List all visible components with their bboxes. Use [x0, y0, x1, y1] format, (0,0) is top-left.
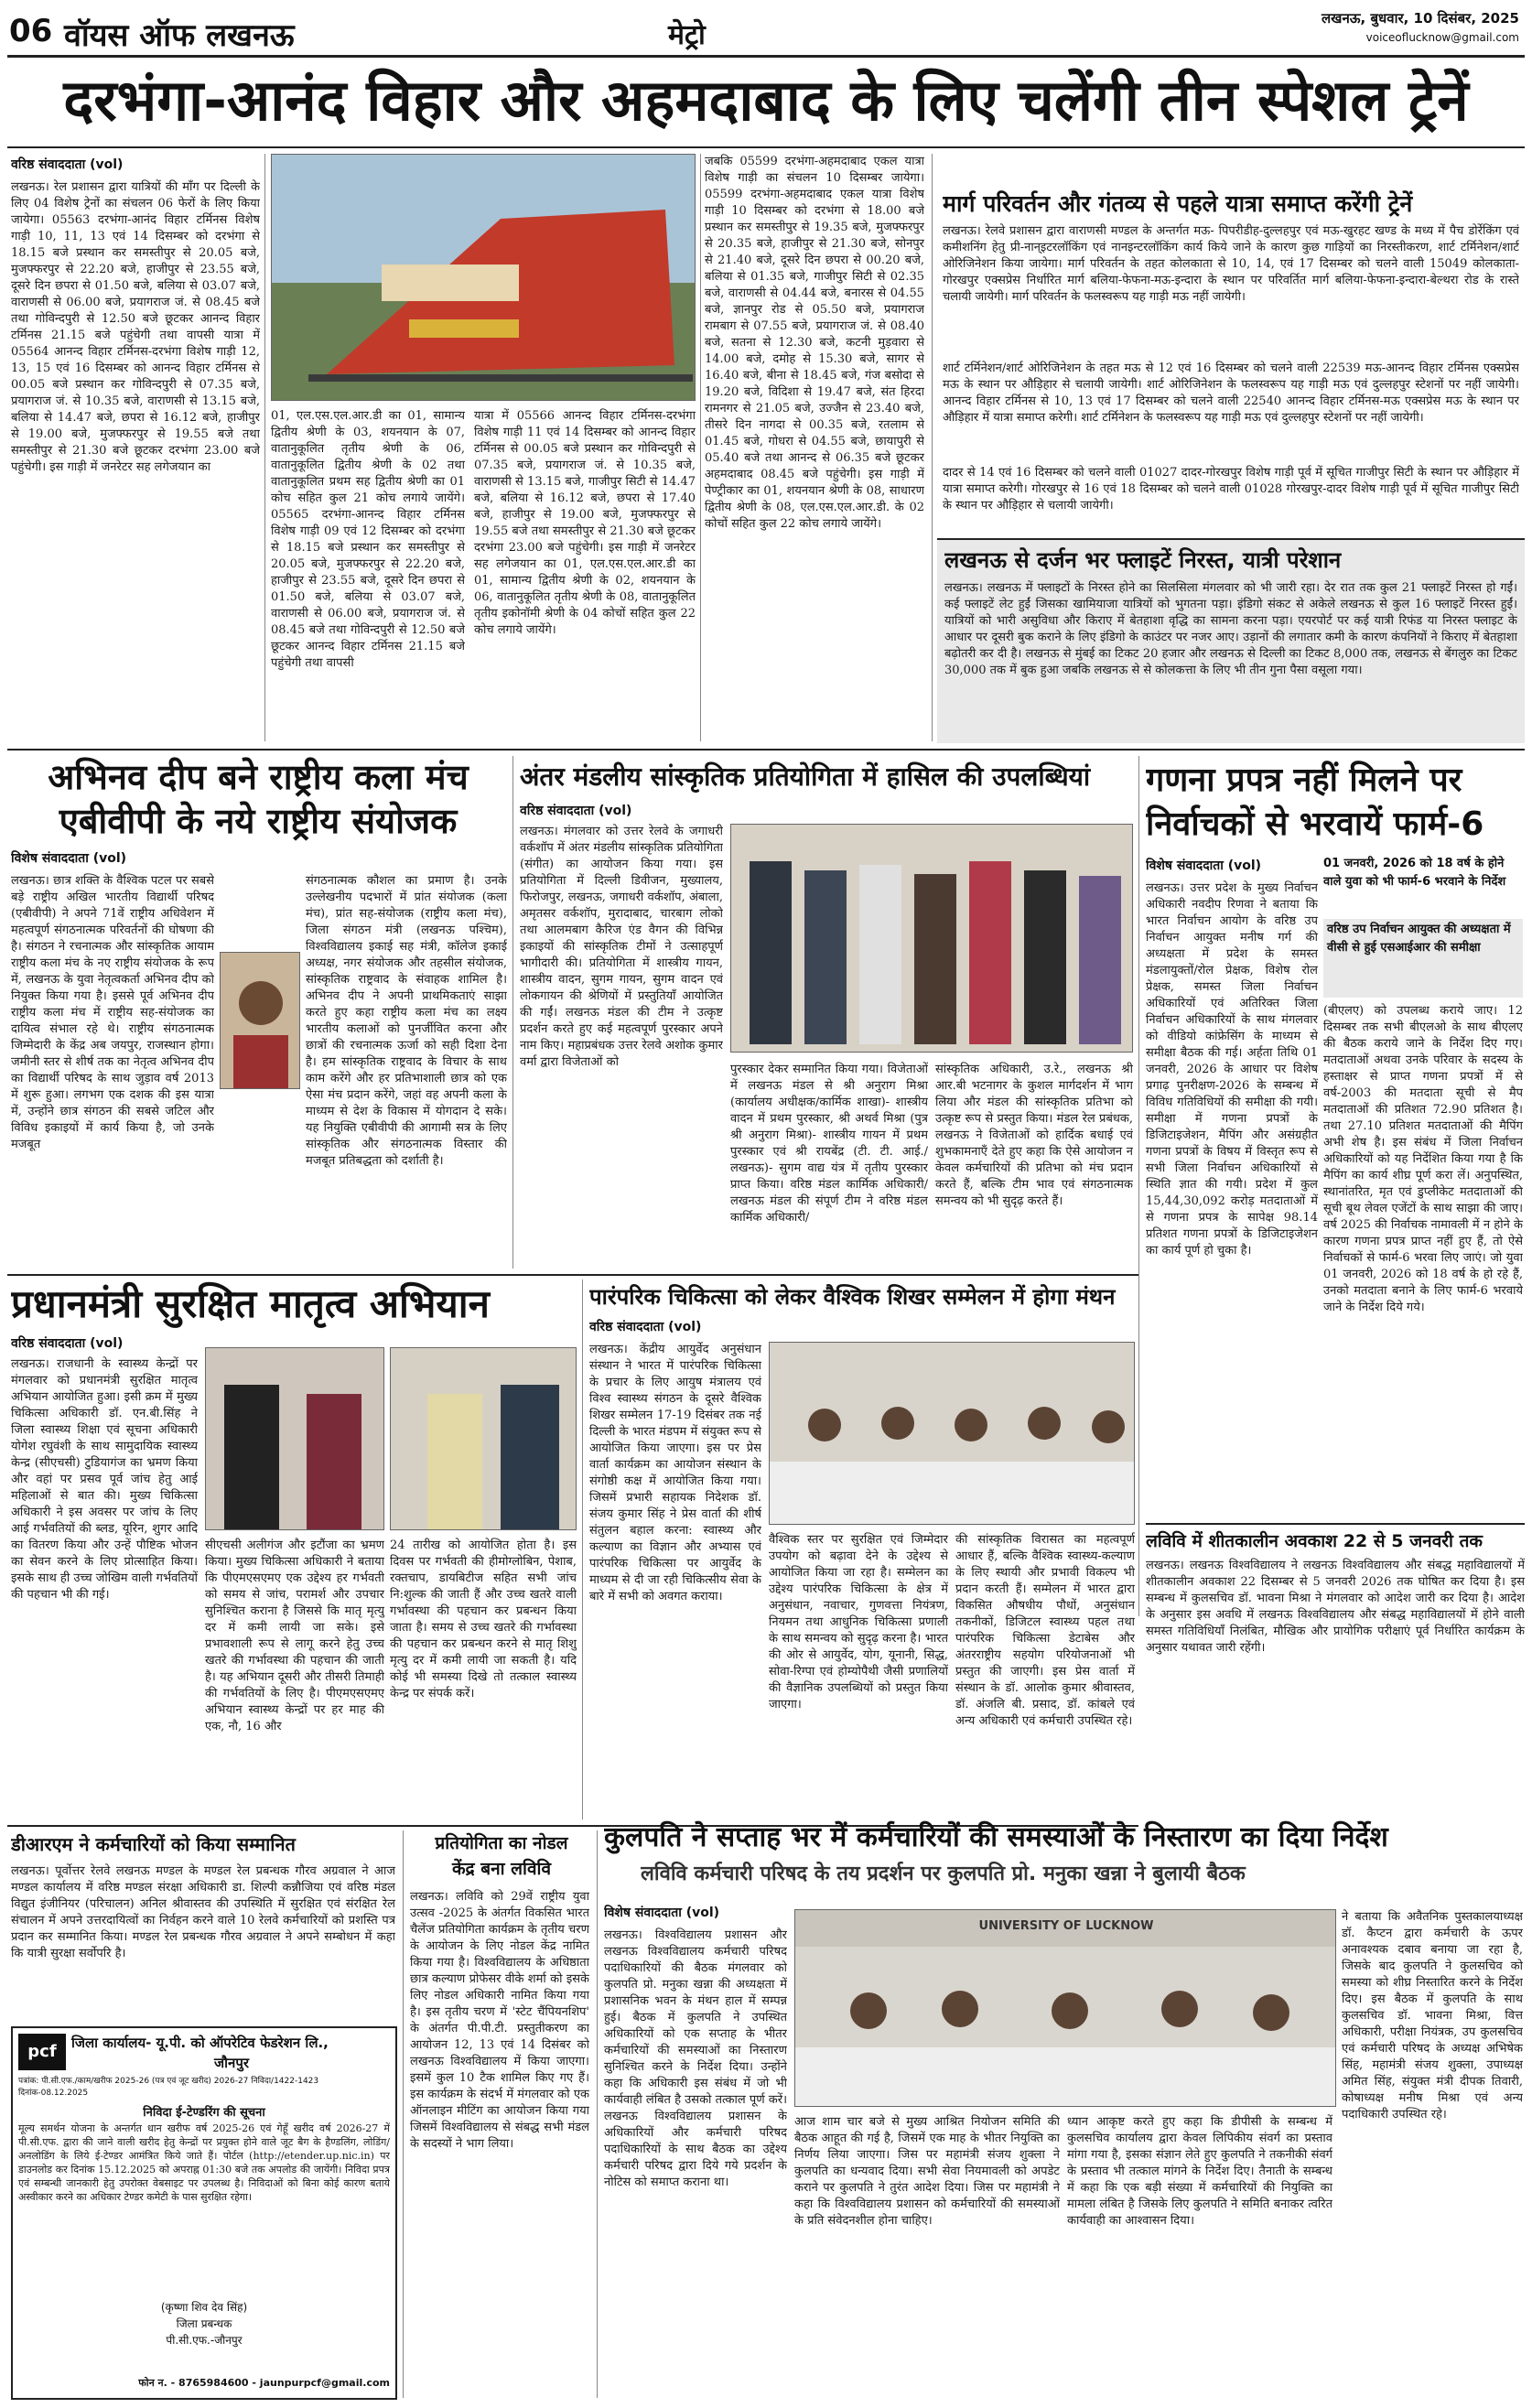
pmsma-byline: वरिष्ठ संवाददाता (vol): [11, 1336, 124, 1351]
flights-box: [937, 538, 1525, 743]
ad-logo: pcf: [18, 2034, 66, 2070]
abvp-portrait: [220, 952, 300, 1089]
census-col1: लखनऊ। उत्तर प्रदेश के मुख्य निर्वाचन अधिकारी नवदीप रिणवा ने बताया कि भारत निर्वाचन आयोग के वरिष्ठ उप निर्वाचन आयुक्त मनीष गर्ग की अध्यक्षता में प्रदेश के समस्त मंडलायुक्तों/रोल प्रेक्षक, विशेष रोल प्रेक्षक, समस्त जिला निर्वाचन अधिकारियों एवं अतिरिक्त जिला निर्वाचन अधिकारियों के साथ मंगलवार को वीडियो कांफ्रेसिंग के माध्यम से समीक्षा बैठक की गई। अर्हता तिथि 01 जनवरी, 2026 के आधार पर विशेष प्रगाढ़ पुनरीक्षण-2026 के सम्बन्ध में विविध गतिविधियों की समीक्षा की गयी। समीक्षा में गणना प्रपत्रों के डिजिटाइजेशन, मैपिंग और असंग्रहीत गणना प्रपत्रों के विषय में विस्तृत रूप से सभी जिला निर्वाचन अधिकारियों से स्थिति ज्ञात की गयी। प्रदेश में कुल 15,44,30,092 करोड़ मतदाताओं में से गणना प्रपत्र के सापेक्ष 98.14 प्रतिशत गणना प्रपत्रों के डिजिटाइजेशन का कार्य पूर्ण हो चुका है।: [1146, 881, 1318, 1258]
cultural-col2: पुरस्कार देकर सम्मानित किया गया। विजेताओं में लखनऊ मंडल से श्री अनुराग मिश्रा (कार्यालय अधीक्षक/कार्मिक शाखा)- शास्त्रीय वादन में प्रथम पुरस्कार, श्री अथर्व मिश्रा (पुत्र श्री अनुराग मिश्रा)- शास्त्रीय गायन में प्रथम पुरस्कार एवं श्री रायबेंद्र (टी. टी. आई./लखनऊ)- सुगम वाद्य यंत्र में तृतीय पुरस्कार प्राप्त किया। वरिष्ठ मंडल कार्मिक अधिकारी/लखनऊ मंडल की संपूर्ण टीम ने वरिष्ठ मंडल कार्मिक अधिकारी/: [730, 1063, 928, 1225]
pmsma-col3: 24 तारीख को आयोजित होता है। इस दिवस पर गर्भवती की हीमोग्लोबिन, पेशाब, रक्तचाप, डायबिटीज सहित सभी जांच नि:शुल्क की जाती हैं और उच्च खतरे वाली गर्भावस्था की पहचान कर प्रबन्धन किया जाता है। समय से उच्च खतरे की गर्भावस्था की पहचान कर प्रबन्धन करने से मातृ शिशु मृत्यु दर में कमी लायी जा सकती है। यदि कोई भी समस्या दिखे तो तत्काल स्वास्थ्य केन्द्र पर संपर्क करें।: [390, 1539, 577, 1701]
section-rule: [7, 749, 1525, 750]
lead-col4: जबकि 05599 दरभंगा-अहमदाबाद एकल यात्रा विशेष गाड़ी का संचलन 10 दिसम्बर जायेगा। 05599 दरभंगा-अहमदाबाद एकल यात्रा विशेष गाड़ी 10 दिसम्बर को दरभंगा से 18.00 बजे प्रस्थान कर समस्तीपुर से 19.35 बजे, मुजफ्फरपुर से 20.35 बजे, हाजीपुर से 21.30 बजे, सोनपुर से 21.40 बजे, दूसरे दिन छपरा से 00.20 बजे, बलिया से 01.35 बजे, गाजीपुर सिटी से 02.35 बजे, वाराणसी से 04.44 बजे, बनारस से 04.55 बजे, ज्ञानपुर रोड से 05.50 बजे, प्रयागराज रामबाग से 07.55 बजे, प्रयागराज जं. से 08.40 बजे, सतना से 12.30 बजे, कटनी मुड़वारा से 14.00 बजे, दमोह से 15.30 बजे, सागर से 16.40 बजे, बीना से 18.45 बजे, गंज बसोदा से 19.20 बजे, विदिशा से 19.47 बजे, संत हिरदा रामनगर से 21.05 बजे, उज्जैन से 23.40 बजे, तीसरे दिन नागदा से 00.35 बजे, रतलाम से 01.45 बजे, गोधरा से 04.55 बजे, छायापुरी से 05.40 बजे तथा आनन्द से 06.35 बजे छूटकर अहमदाबाद 08.45 बजे पहुंचेगी। इस गाड़ी में पेण्ट्रीकार का 01, शयनयान श्रेणी के 08, साधारण द्वितीय श्रेणी के 08, एल.एस.एल.आर.डी. के 02 कोचों सहित कुल 22 कोच लगाये जायेंगे।: [705, 155, 924, 531]
ayurveda-col1: लखनऊ। केंद्रीय आयुर्वेद अनुसंधान संस्थान ने भारत में पारंपरिक चिकित्सा के प्रचार के लिए आयुष मंत्रालय एवं विश्व स्वास्थ्य संगठन के दूसरे वैश्विक शिखर सम्मेलन 17-19 दिसंबर तक नई दिल्ली के भारत मंडपम में संयुक्त रूप से आयोजित किया जाएगा। इस पर प्रेस वार्ता कार्यक्रम का आयोजन संस्थान के संगोष्ठी कक्ष में आयोजित किया गया। जिसमें प्रभारी सहायक निदेशक डॉ. संजय कुमार सिंह ने प्रेस वार्ता की शीर्ष संतुलन बहाल करना: स्वास्थ्य और कल्याण का विज्ञान और अभ्यास एवं पारंपरिक चिकित्सा पर आयुर्वेद के माध्यम से दी जा रही चिकित्सीय सेवा के बारे में सभी को अवगत कराया।: [589, 1343, 761, 1604]
cultural-headline: अंतर मंडलीय सांस्कृतिक प्रतियोगिता में हासिल की उपलब्धियां: [520, 761, 1091, 792]
col-divider: [700, 154, 701, 741]
ad-ref: पत्रांक: पी.सी.एफ./काम/खरीफ 2025-26 (पत्र एवं जूट खरीद) 2026-27 निविदा/1422-1423 दिनांक-08.12.2025: [18, 2077, 319, 2098]
route-bullet-2: दादर से 14 एवं 16 दिसम्बर को चलने वाली 01027 दादर-गोरखपुर विशेष गाड़ी पूर्व में सूचित गाजीपुर सिटी के स्थान पर औड़िहार में यात्रा समाप्त करेगी। गोरखपुर से 16 एवं 18 दिसम्बर को चलने वाली 01028 गोरखपुर-दादर विशेष गाड़ी पूर्व में सूचित गाजीपुर सिटी के स्थान पर औड़िहार से चलायी जायेगी।: [943, 466, 1519, 513]
census-col2: (बीएलए) को उपलब्ध कराये जाए। 12 दिसम्बर तक सभी बीएलओ के साथ बीएलए की बैठक कराये जाने के निर्देश दिए गए। मतदाताओं अथवा उनके परिवार के सदस्य के हस्ताक्षर से प्राप्त गणना प्रपत्रों में से वर्ष-2003 की मतदाता सूची से मैप मतदाताओं की प्रतिशत 72.90 प्रतिशत है। तथा 27.10 प्रतिशत मतदाताओं की मैपिंग अभी शेष है। इस संबंध में जिला निर्वाचन अधिकारियों को यह निर्देशित किया गया है कि मैपिंग का कार्य शीघ्र पूर्ण करा लें। अनुपस्थित, स्थानांतरित, मृत एवं डुप्लीकेट मतदाताओं की सूची बूथ लेवल एजेंटों के साथ साझा की जाए। वर्ष 2025 की निर्वाचक नामावली में न होने के कारण गणना प्रपत्र प्राप्त नहीं हुए हैं, तो ऐसे निर्वाचकों से फार्म-6 भरवा लिए जाएं। जो युवा 01 जनवरी, 2026 को 18 वर्ष के हो रहे हैं, उनको मतदाता बनाने के लिए फार्म-6 भरवाये जाने के निर्देश दिये गये।: [1323, 1004, 1523, 1314]
col-divider: [1138, 756, 1139, 1616]
holiday-body: लखनऊ। लखनऊ विश्वविद्यालय ने लखनऊ विश्वविद्यालय और संबद्ध महाविद्यालयों में शीतकालीन अवकाश 22 दिसम्बर से 5 जनवरी 2026 तक घोषित कर दिया है। इस सम्बन्ध में कुलसचिव डॉ. भावना मिश्रा ने मंगलवार को आदेश जारी कर दिया है। आदेश के अनुसार इस अवधि में लखनऊ विश्वविद्यालय और संबद्ध महाविद्यालयों में होने वाली समस्त गतिविधियाँ निलंबित, मौखिक और प्रायोगिक परीक्षाएं पूर्व निर्धारित कार्यक्रम के अनुसार यथावत जारी रहेंगी।: [1146, 1559, 1525, 1655]
abvp-col1: लखनऊ। छात्र शक्ति के वैश्विक पटल पर सबसे बड़े राष्ट्रीय अखिल भारतीय विद्यार्थी परिषद (एबीवीपी) ने अपने 71वें राष्ट्रीय अधिवेशन में महत्वपूर्ण संगठनात्मक परिवर्तनों की घोषणा की है। संगठन ने रचनात्मक और सांस्कृतिक आयाम राष्ट्रीय कला मंच के नए राष्ट्रीय संयोजक के रूप में, लखनऊ के युवा नेतृत्वकर्ता अभिनव दीप को नियुक्त किया गया है। इससे पूर्व अभिनव दीप राष्ट्रीय कला मंच में राष्ट्रीय सह-संयोजक का दायित्व संभाल रहे थे। राष्ट्रीय संगठनात्मक जिम्मेदारी के केंद्र अब जयपुर, राजस्थान होगा। जमीनी स्तर से शीर्ष तक का नेतृत्व अभिनव दीप का विद्यार्थी परिषद के साथ जुड़ाव वर्ष 2013 में शुरू हुआ। लगभग एक दशक की इस यात्रा में, उन्होंने छात्र संगठन की सबसे जटिल और विविध इकाइयों में कार्य किया है, जो उनके मजबूत: [11, 874, 214, 1151]
pmsma-headline: प्रधानमंत्री सुरक्षित मातृत्व अभियान: [11, 1281, 490, 1326]
tender-ad: [11, 2026, 397, 2400]
dateline: लखनऊ, बुधवार, 10 दिसंबर, 2025: [1322, 10, 1519, 27]
lead-col2: 01, एल.एस.एल.आर.डी का 01, सामान्य द्वितीय श्रेणी के 03, शयनयान के 07, वातानुकूलित तृतीय श्रेणी के 06, वातानुकूलित द्वितीय श्रेणी के 02 तथा वातानुकूलित प्रथम सह द्वितीय श्रेणी का 01 कोच सहित कुल 21 कोच लगाये जायेंगे। 05565 दरभंगा-आनन्द विहार टर्मिनस विशेष गाड़ी 09 एवं 12 दिसम्बर को दरभंगा से 18.15 बजे प्रस्थान कर समस्तीपुर से 20.05 बजे, मुजफ्फरपुर से 22.20 बजे, हाजीपुर से 23.55 बजे, दूसरे दिन छपरा से 01.50 बजे, बलिया से 03.07 बजे, वाराणसी से 06.00 बजे, प्रयागराज जं. से 08.45 बजे तथा गोविन्दपुरी से 12.50 बजे छूटकर आनन्द विहार टर्मिनस 21.15 बजे पहुंचेगी तथा वापसी: [271, 409, 465, 670]
route-body: लखनऊ। रेलवे प्रशासन द्वारा वाराणसी मण्डल के अन्तर्गत मऊ- पिपरीडीह-दुल्लहपुर एवं मऊ-खुरहट खण्ड के मध्य में पैच डोर्रेकिंग एवं कमीशनिंग हेतु प्री-नान्इटरलॉकिंग एवं नानइन्टरलॉकिंग कार्य किये जाने के कारण कुछ गाड़ियों का निरस्तीकरण, शार्ट टर्मिनेशन/शार्ट ओरिजिनेशन किया जायेगा। मार्ग परिवर्तन के तहत कोलकाता से 10, 14, एवं 17 दिसम्बर को चलने वाली 15049 कोलकाता-गोरखपुर एक्सप्रेस निर्धारित मार्ग बलिया-फेफना-मऊ-इन्दारा के स्थान पर परिवर्तित मार्ग बलिया-फेफना-इन्दारा-बेल्थरा रोड के रास्ते चलायी जायेगी। मार्ग परिवर्तन के फलस्वरूप यह गाड़ी मऊ नहीं जायेगी।: [943, 224, 1519, 304]
census-byline: विशेष संवाददाता (vol): [1146, 858, 1262, 873]
abvp-headline-2: एबीवीपी के नये राष्ट्रीय संयोजक: [59, 801, 458, 841]
col-divider: [582, 1280, 583, 1819]
ayurveda-col3: की सांस्कृतिक विरासत का महत्वपूर्ण आधार हैं, बल्कि वैश्विक स्वास्थ्य-कल्याण के लिए स्थायी और प्रभावी विकल्प भी प्रदान करती हैं। सम्मेलन में भारत द्वारा विकसित औषधीय पौधों, अनुसंधान तकनीकों, डिजिटल स्वास्थ्य पहल तथा पारंपरिक चिकित्सा डेटाबेस और अंतरराष्ट्रीय सहयोग परियोजनाओं भी प्रस्तुत की जाएगी। इस प्रेस वार्ता में संस्थान के डॉ. आलोक कुमार श्रीवास्तव, डॉ. अंजलि बी. प्रसाद, डॉ. कांबले एवं अन्य अधिकारी एवं कर्मचारी उपस्थित रहे।: [955, 1533, 1135, 1728]
vc-col3: ध्यान आकृष्ट करते हुए कहा कि डीपीसी के सम्बन्ध में कुलसचिव कार्यालय द्वारा केवल लिपिकीय संवर्ग का प्रस्ताव मांगा गया है, इसका संज्ञान लेते हुए कुलपति ने तकनीकी संवर्ग के प्रस्ताव भी तत्काल मांगने के निर्देश दिए। तैनाती के सम्बन्ध में कहा कि एक बड़ी संख्या में कर्मचारियों की नियुक्ति का मामला लंबित है जिसके लिए कुलपति ने समिति बनाकर त्वरित कार्यवाही का आश्वासन दिया।: [1067, 2115, 1332, 2228]
ad-signer-1: (कृष्णा शिव देव सिंह): [160, 2301, 248, 2314]
person-icon: [221, 953, 300, 1089]
ad-title: निविदा ई-टेण्डरिंग की सूचना: [143, 2106, 265, 2120]
ad-body: मूल्य समर्थन योजना के अन्तर्गत धान खरीफ वर्ष 2025-26 एवं गेहूँ खरीद वर्ष 2026-27 में पी.सी.एफ. द्वारा की जाने वाली खरीद हेतु केन्द्रों पर प्रयुक्त होने वाले जूट बैग के हैण्डलिंग, लोडिंग/अनलोडिंग के लिये ई-टेण्डर आमंत्रित किये जाते हैं। पोर्टल (http://etender.up.nic.in) पर डाउनलोड कर दिनांक 15.12.2025 को अपराह्न 01:30 बजे तक अपलोड की जायेंगी। निविदा प्रपत्र एवं सम्बन्धी जानकारी हेतु उपरोक्त वेबसाइट पर उपलब्ध है। निविदाओं को बिना कोई कारण बताये अस्वीकार करने का अधिकार टेण्डर कमेटी के पास सुरक्षित रहेगा।: [18, 2122, 390, 2203]
vc-headline: कुलपति ने सप्ताह भर में कर्मचारियों की समस्याओं के निस्तारण का दिया निर्देश: [604, 1821, 1388, 1853]
nodal-headline-2: केंद्र बना लविवि: [451, 1859, 552, 1879]
page-number: 06: [9, 13, 53, 49]
cultural-photo: [730, 824, 1133, 1053]
cultural-byline: वरिष्ठ संवाददाता (vol): [520, 804, 632, 818]
lead-headline: दरभंगा-आनंद विहार और अहमदाबाद के लिए चलेंगी तीन स्पेशल ट्रेनें: [63, 67, 1469, 134]
holiday-box: [1146, 1523, 1525, 1710]
paper-name: वॉयस ऑफ लखनऊ: [64, 17, 295, 54]
drm-body: लखनऊ। पूर्वोत्तर रेलवे लखनऊ मण्डल के मण्डल रेल प्रबन्धक गौरव अग्रवाल ने आज मण्डल कार्यालय में वरिष्ठ मण्डल संरक्षा अधिकारी डा. शिल्पी कन्नौजिया एवं वरिष्ठ मंडल विद्युत इंजीनियर (परिचालन) अनिल श्रीवास्तव की उपस्थिति में सुरक्षित एवं संरक्षित रेल संचालन में अपने उत्तरदायित्वों का निर्वहन करने वाले 10 रेलवे कर्मचारियों को प्रशस्ति पत्र प्रदान कर सम्मानित किया। मण्डल रेल प्रबन्धक गौरव अग्रवाल ने अपने सम्बोधन में कहा कि यात्री सुरक्षा सर्वोपरि है।: [11, 1864, 395, 1960]
train-photo: [271, 154, 696, 401]
nodal-body: लखनऊ। लविवि को 29वें राष्ट्रीय युवा उत्सव -2025 के अंतर्गत विकसित भारत चैलेंज प्रतियोगिता कार्यक्रम के तृतीय चरण के आयोजन के लिए नोडल केंद्र नामित किया गया है। विश्वविद्यालय के अधिष्ठाता छात्र कल्याण प्रोफेसर वीके शर्मा को इसके लिए नोडल अधिकारी नामित किया गया है। इस तृतीय चरण में 'स्टेट चैंपियनशिप' के अंतर्गत पी.पी.टी. प्रस्तुतीकरण का आयोजन 12, 13 एवं 14 दिसंबर को लखनऊ विश्वविद्यालय में किया जाएगा। इसमें कुल 10 टैक शामिल किए गए हैं। इस कार्यक्रम के संदर्भ में मंगलवार को एक ऑनलाइन मीटिंग का आयोजन किया गया जिसमें विश्वविद्यालय से संबद्ध सभी मंडल के सदस्यों ने भाग लिया।: [410, 1890, 589, 2151]
pmsma-col1: लखनऊ। राजधानी के स्वास्थ्य केन्द्रों पर मंगलवार को प्रधानमंत्री सुरक्षित मातृत्व अभियान आयोजित हुआ। इसी क्रम में मुख्य चिकित्सा अधिकारी डॉ. एन.बी.सिंह ने जिला स्वास्थ्य शिक्षा एवं सूचना अधिकारी योगेश रघुवंशी के साथ सामुदायिक स्वास्थ्य केन्द्र (सीएचसी) टुडियागंज का भ्रमण किया और वहां पर प्रसव पूर्व जांच हेतु आई महिलाओं से बात की। मुख्य चिकित्सा अधिकारी ने इस अवसर पर जांच के लिए आई गर्भवतियों की ब्लड, यूरिन, शुगर आदि का वितरण किया और उन्हें पौष्टिक भोजन का सेवन करने के लिए प्रोत्साहित किया। इसके साथ ही उच्च जोखिम वाली गर्भवतियों की पहचान भी की गई।: [11, 1357, 198, 1602]
section-name: मेट्रो: [668, 19, 706, 51]
masthead-rule: [7, 55, 1525, 58]
lead-col1: लखनऊ। रेल प्रशासन द्वारा यात्रियों की माँग पर दिल्ली के लिए 04 विशेष ट्रेनों का संचलन 06 फेरों के लिए किया जायेगा। 05563 दरभंगा-आनंद विहार टर्मिनस विशेष गाड़ी 10, 11, 13 एवं 14 दिसम्बर को दरभंगा से 18.15 बजे प्रस्थान कर समस्तीपुर से 20.05 बजे, मुजफ्फरपुर से 22.20 बजे, हाजीपुर से 23.55 बजे, दूसरे दिन छपरा से 01.50 बजे, बलिया से 03.07 बजे, वाराणसी से 06.00 बजे, प्रयागराज जं. से 08.45 बजे तथा गोविन्दपुरी से 12.50 बजे छूटकर आनन्द विहार टर्मिनस 21.15 बजे पहुंचेगी तथा वापसी यात्रा में 05564 आनन्द विहार टर्मिनस-दरभंगा विशेष गाड़ी 12, 13, 15 एवं 16 दिसम्बर को आनन्द विहार टर्मिनस से 00.05 बजे प्रस्थान कर गोविन्दपुरी से 07.35 बजे, प्रयागराज जं. से 10.35 बजे, वाराणसी से 13.15 बजे, बलिया से 14.47 बजे, छपरा से 16.12 बजे, हाजीपुर से 19.00 बजे, मुजफ्फरपुर से 19.55 बजे तथा समस्तीपुर से 21.30 बजे छूटकर दरभंगा 23.00 बजे पहुंचेगी। इस गाड़ी में जनरेटर सह लगेजयान का: [11, 180, 260, 474]
col-divider: [264, 154, 265, 741]
vc-photo-banner: UNIVERSITY OF LUCKNOW: [978, 1919, 1154, 1933]
meeting-photo: [795, 1910, 1336, 2107]
nodal-headline-1: प्रतियोगिता का नोडल: [435, 1833, 568, 1853]
drm-headline: डीआरएम ने कर्मचारियों को किया सम्मानित: [11, 1833, 296, 1855]
col-divider: [403, 1830, 404, 2398]
lead-byline: वरिष्ठ संवाददाता (vol): [11, 157, 124, 172]
vc-col1: लखनऊ। विश्वविद्यालय प्रशासन और लखनऊ विश्वविद्यालय कर्मचारी परिषद पदाधिकारियों की बैठक मंगलवार को कुलपति प्रो. मनुका खन्ना की अध्यक्षता में प्रशासनिक भवन के मंथन हाल में सम्पन्न हुई। बैठक में कुलपति ने उपस्थित अधिकारियों को एक सप्ताह के भीतर कर्मचारियों की समस्याओं का निस्तारण सुनिश्चित करने के निर्देश दिया। उन्होंने कहा कि अधिकारी इस संबंध में जो भी कार्यवाही लंबित है उसको तत्काल पूर्ण करें। लखनऊ विश्वविद्यालय प्रशासन के अधिकारियों और कर्मचारी परिषद पदाधिकारियों के साथ बैठक का उद्देश्य कर्मचारी परिषद द्वारा दिये गये प्रदर्शन के नोटिस को समाप्त कराना था।: [604, 1928, 787, 2189]
train-illustration: [272, 155, 696, 401]
vc-col4: ने बताया कि अवैतनिक पुस्तकालयाध्यक्ष डॉ. कैप्टन द्वारा कर्मचारी के ऊपर अनावश्यक दबाव बनाया जा रहा है, जिसके बाद कुलपति ने कुलसचिव को समस्या को शीघ्र निस्तारित करने के निर्देश दिए। इस बैठक में कुलपति के साथ कुलसचिव डॉ. भावना मिश्रा, वित्त अधिकारी, परीक्षा नियंत्रक, उप कुलसचिव एवं कर्मचारी परिषद के अध्यक्ष अभिषेक सिंह, महामंत्री संजय शुक्ला, उपाध्यक्ष अमित सिंह, संयुक्त मंत्री दीपक तिवारी, कोषाध्यक्ष मनीष मिश्रा एवं अन्य पदाधिकारी उपस्थित रहे।: [1342, 1910, 1523, 2122]
clinic-photo: [206, 1348, 384, 1530]
email: voiceoflucknow@gmail.com: [1365, 31, 1519, 44]
pmsma-photo-2: [390, 1347, 577, 1530]
abvp-byline: विशेष संवाददाता (vol): [11, 851, 127, 866]
ayurveda-byline: वरिष्ठ संवाददाता (vol): [589, 1320, 702, 1334]
ad-signer-3: पी.सी.एफ.-जौनपुर: [166, 2334, 243, 2347]
group-photo: [731, 825, 1133, 1053]
cultural-col1: लखनऊ। मंगलवार को उत्तर रेलवे के जगाधरी वर्कशॉप में अंतर मंडलीय सांस्कृतिक प्रतियोगिता (संगीत) का आयोजन किया गया। इस प्रतियोगिता में दिल्ली डिवीजन, मुख्यालय, फिरोजपुर, लखनऊ, जगाधरी वर्कशॉप, अंबाला, अमृतसर वर्कशॉप, मुरादाबाद, चारबाग लोको तथा आलमबाग कैरिज एंड वैगन की विभिन्न इकाइयों की सांस्कृतिक टीमों ने उत्साहपूर्ण भागीदारी की। प्रतियोगिता में शास्त्रीय गायन, शास्त्रीय वादन, सुगम गायन, सुगम वादन एवं लोकगायन की श्रेणियों में प्रस्तुतियाँ आयोजित की गईं। लखनऊ मंडल की टीम ने उत्कृष्ट प्रदर्शन करते हुए कई महत्वपूर्ण पुरस्कार अपने नाम किए। महाप्रबंधक उत्तर रेलवे अशोक कुमार वर्मा द्वारा विजेताओं को: [520, 825, 723, 1069]
census-headline-1: गणना प्रपत्र नहीं मिलने पर: [1146, 761, 1462, 799]
masthead: [0, 0, 1532, 57]
cultural-col3: सांस्कृतिक अधिकारी, उ.रे., लखनऊ श्री आर.बी भटनागर के कुशल मार्गदर्शन में भाग लिया और मंडल की सांस्कृतिक प्रतिभा को उत्कृष्ट रूप से प्रस्तुत किया। मंडल रेल प्रबंधक, लखनऊ ने विजेताओं को हार्दिक बधाई एवं शुभकामनाएँ देते हुए कहा कि ऐसे आयोजन न केवल कर्मचारियों की प्रतिभा को मंच प्रदान करते हैं, बल्कि टीम भाव एवं संगठनात्मक समन्वय को भी सुदृढ़ करते हैं।: [935, 1063, 1133, 1208]
press-conference-photo: [770, 1343, 1135, 1525]
ayurveda-col2: वैश्विक स्तर पर सुरक्षित एवं जिम्मेदार उपयोग को बढ़ावा देने के उद्देश्य से आयोजित किया जा रहा है। सम्मेलन का उद्देश्य पारंपरिक चिकित्सा के क्षेत्र में अनुसंधान, नवाचार, गुणवत्ता नियंत्रण, नियमन तथा आधुनिक चिकित्सा प्रणाली के साथ समन्वय को सुदृढ़ करना है। भारत की ओर से आयुर्वेद, योग, यूनानी, सिद्ध, सोवा-रिग्पा एवं होम्योपैथी जैसी प्रणालियों की वैज्ञानिक उपलब्धियों को प्रस्तुत किया जाएगा।: [769, 1533, 948, 1712]
ad-signer-2: जिला प्रबन्धक: [176, 2317, 232, 2330]
ad-contact: फोन न. - 8765984600 - jaunpurpcf@gmail.com: [138, 2377, 390, 2389]
col-divider: [512, 756, 513, 1269]
ayurveda-headline: पारंपरिक चिकित्सा को लेकर वैश्विक शिखर सम्मेलन में होगा मंथन: [589, 1284, 1116, 1310]
ayurveda-photo: [769, 1342, 1135, 1525]
census-headline-2: निर्वाचकों से भरवायें फार्म-6: [1146, 805, 1484, 843]
pmsma-photo-1: [205, 1347, 384, 1530]
ad-city: जौनपुर: [214, 2055, 249, 2071]
route-bullet-1: शार्ट टर्मिनेशन/शार्ट ओरिजिनेशन के तहत मऊ से 12 एवं 16 दिसम्बर को चलने वाली 22539 मऊ-आनन्द विहार टर्मिनस एक्सप्रेस मऊ के स्थान पर औड़िहार से चलायी जायेगी। शार्ट ओरिजिनेशन के फलस्वरूप यह गाड़ी मऊ एवं दुल्लहपुर स्टेशनों पर नहीं जायेगी। आनन्द विहार टर्मिनस से 10, 13 एवं 17 दिसम्बर को चलने वाली 22540 आनन्द विहार टर्मिनस-मऊ एक्सप्रेस मऊ के स्थान पर औड़िहार में यात्रा समाप्त करेगी। शार्ट टर्मिनेशन के फलस्वरूप यह गाड़ी मऊ एवं दुल्लहपुर स्टेशनों पर नहीं जायेगी।: [943, 362, 1519, 425]
ad-org: जिला कार्यालय- यू.पी. को ऑपरेटिव फेडरेशन लि.,: [71, 2035, 329, 2051]
col-divider: [597, 1830, 598, 2398]
lead-rule: [7, 146, 1525, 148]
holiday-headline: लविवि में शीतकालीन अवकाश 22 से 5 जनवरी तक: [1146, 1531, 1483, 1551]
abvp-headline-1: अभिनव दीप बने राष्ट्रीय कला मंच: [48, 757, 469, 797]
census-kicker-1: 01 जनवरी, 2026 को 18 वर्ष के होने वाले युवा को भी फार्म-6 भरवाने के निर्देश: [1323, 857, 1506, 889]
vc-subhead: लविवि कर्मचारी परिषद के तय प्रदर्शन पर कुलपति प्रो. मनुका खन्ना ने बुलायी बैठक: [641, 1863, 1246, 1885]
vc-photo: [794, 1909, 1336, 2107]
vc-byline: विशेष संवाददाता (vol): [604, 1906, 720, 1920]
route-headline: मार्ग परिवर्तन और गंतव्य से पहले यात्रा समाप्त करेंगी ट्रेनें: [943, 190, 1413, 217]
pmsma-col2: सीएचसी अलीगंज और इटौंजा का भ्रमण किया। मुख्य चिकित्सा अधिकारी ने बताया कि पीएमएसएमए एक उद्देश्य हर गर्भवती को समय से जांच, परामर्श और उपचार सुनिश्चित कराना है जिससे कि मातृ मृत्यु दर में कमी लायी जा सके। इसे प्रभावशाली रूप से लागू करने हेतु उच्च खतरे की गर्भावस्था की पहचान की जाती है। यह अभियान दूसरी और तीसरी तिमाही की गर्भवतियों के लिए है। पीएमएसएमए अभियान स्वास्थ्य केन्द्रों पर हर माह की एक, नौ, 16 और: [205, 1539, 384, 1733]
lead-col3: यात्रा में 05566 आनन्द विहार टर्मिनस-दरभंगा विशेष गाड़ी 11 एवं 14 दिसम्बर को आनन्द विहार टर्मिनस से 00.05 बजे प्रस्थान कर गोविन्दपुरी से 07.35 बजे, प्रयागराज जं. से 10.35 बजे, वाराणसी से 13.15 बजे, गाजीपुर सिटी से 14.47 बजे, बलिया से 16.12 बजे, छपरा से 17.40 बजे, हाजीपुर से 19.00 बजे, मुजफ्फरपुर से 19.55 बजे तथा समस्तीपुर से 21.30 बजे छूटकर दरभंगा 23.00 बजे पहुंचेगी। इस गाड़ी में जनरेटर सह लगेजयान का 01, एल.एस.एल.आर.डी का 01, सामान्य द्वितीय श्रेणी के 02, शयनयान के 06, वातानुकूलित तृतीय श्रेणी के 08, वातानुकूलित तृतीय इकोनॉमी श्रेणी के 04 कोचों सहित कुल 22 कोच लगाये जायेंगे।: [474, 409, 696, 637]
col-divider: [932, 154, 933, 741]
census-kicker-2: वरिष्ठ उप निर्वाचन आयुक्त की अध्यक्षता में वीसी से हुई एसआईआर की समीक्षा: [1323, 919, 1523, 998]
flights-body: लखनऊ। लखनऊ में फ्लाइटों के निरस्त होने का सिलसिला मंगलवार को भी जारी रहा। देर रात तक कुल 21 फ्लाइटें निरस्त हो गईं। कई फ्लाइटें लेट हुईं जिसका खामियाजा यात्रियों को भुगतना पड़ा। इंडिगो संकट से अकेले लखनऊ से कुल 16 फ्लाइटें निरस्त हुईं। यात्रियों को भारी असुविधा और किराए में बेतहाशा वृद्धि का सामना करना पड़ा। एयरपोर्ट पर कई यात्री रिफंड या निरस्त फ्लाइट के आधार पर दूसरी बुक कराने के लिए इंडिगो के काउंटर पर नजर आए। उड़ानों की लगातार कमी के कारण कंपनियों ने किराए में बेतहाशा बढ़ोतरी कर दी है। लखनऊ से मुंबई का टिकट 20 हजार और लखनऊ से दिल्ली का टिकट 8,000 तक, लखनऊ से बेंगलुरु का टिकट 30,000 तक में बुक हुआ जबकि लखनऊ से से कोलकत्ता के लिए भी तीन गुना पैसा वसूला गया।: [944, 581, 1517, 677]
abvp-col2: संगठनात्मक कौशल का प्रमाण है। उनके उल्लेखनीय पदभारों में प्रांत संयोजक (कला मंच), प्रांत सह-संयोजक (राष्ट्रीय कला मंच), जिला संगठन मंत्री (लखनऊ पश्चिम), विश्वविद्यालय इकाई सह मंत्री, कॉलेज इकाई अध्यक्ष, नगर संयोजक और तहसील संयोजक, सांस्कृतिक राष्ट्रवाद के संवाहक शामिल है। अभिनव दीप ने अपनी प्राथमिकताएं साझा करते हुए कहा राष्ट्रीय कला मंच का लक्ष्य भारतीय कलाओं को पुनर्जीवित करना और छात्रों की रचनात्मक ऊर्जा को सही दिशा देना है। हम सांस्कृतिक राष्ट्रवाद के विचार के साथ काम करेंगे और हर प्रतिभाशाली छात्र को एक ऐसा मंच प्रदान करेंगे, जहां वह अपनी कला के माध्यम से देश के विकास में योगदान दे सके। यह नियुक्ति एबीवीपी की आगामी सत्र के लिए सांस्कृतिक और संगठनात्मक विस्तार की मजबूत प्रतिबद्धता को दर्शाती है।: [306, 874, 507, 1168]
section-rule: [7, 1274, 1138, 1276]
vc-col2: आज शाम चार बजे से मुख्य आश्रित नियोजन समिति की बैठक आहूत की गई है, जिसमें एक माह के भीतर नियुक्ति का निर्णय लिया जाएगा। जिस पर महामंत्री संजय शुक्ला ने कुलपति का धन्यवाद दिया। सभी सेवा नियमावली को अपडेट कराने पर कुलपति ने तुरंत आदेश दिया। जिस पर महामंत्री ने कहा कि विश्वविद्यालय प्रशासन को कर्मचारियों की समस्याओं के प्रति संवेदनशील होना चाहिए।: [794, 2115, 1060, 2228]
doctor-photo: [391, 1348, 577, 1530]
flights-headline: लखनऊ से दर्जन भर फ्लाइटें निरस्त, यात्री परेशान: [944, 547, 1342, 573]
